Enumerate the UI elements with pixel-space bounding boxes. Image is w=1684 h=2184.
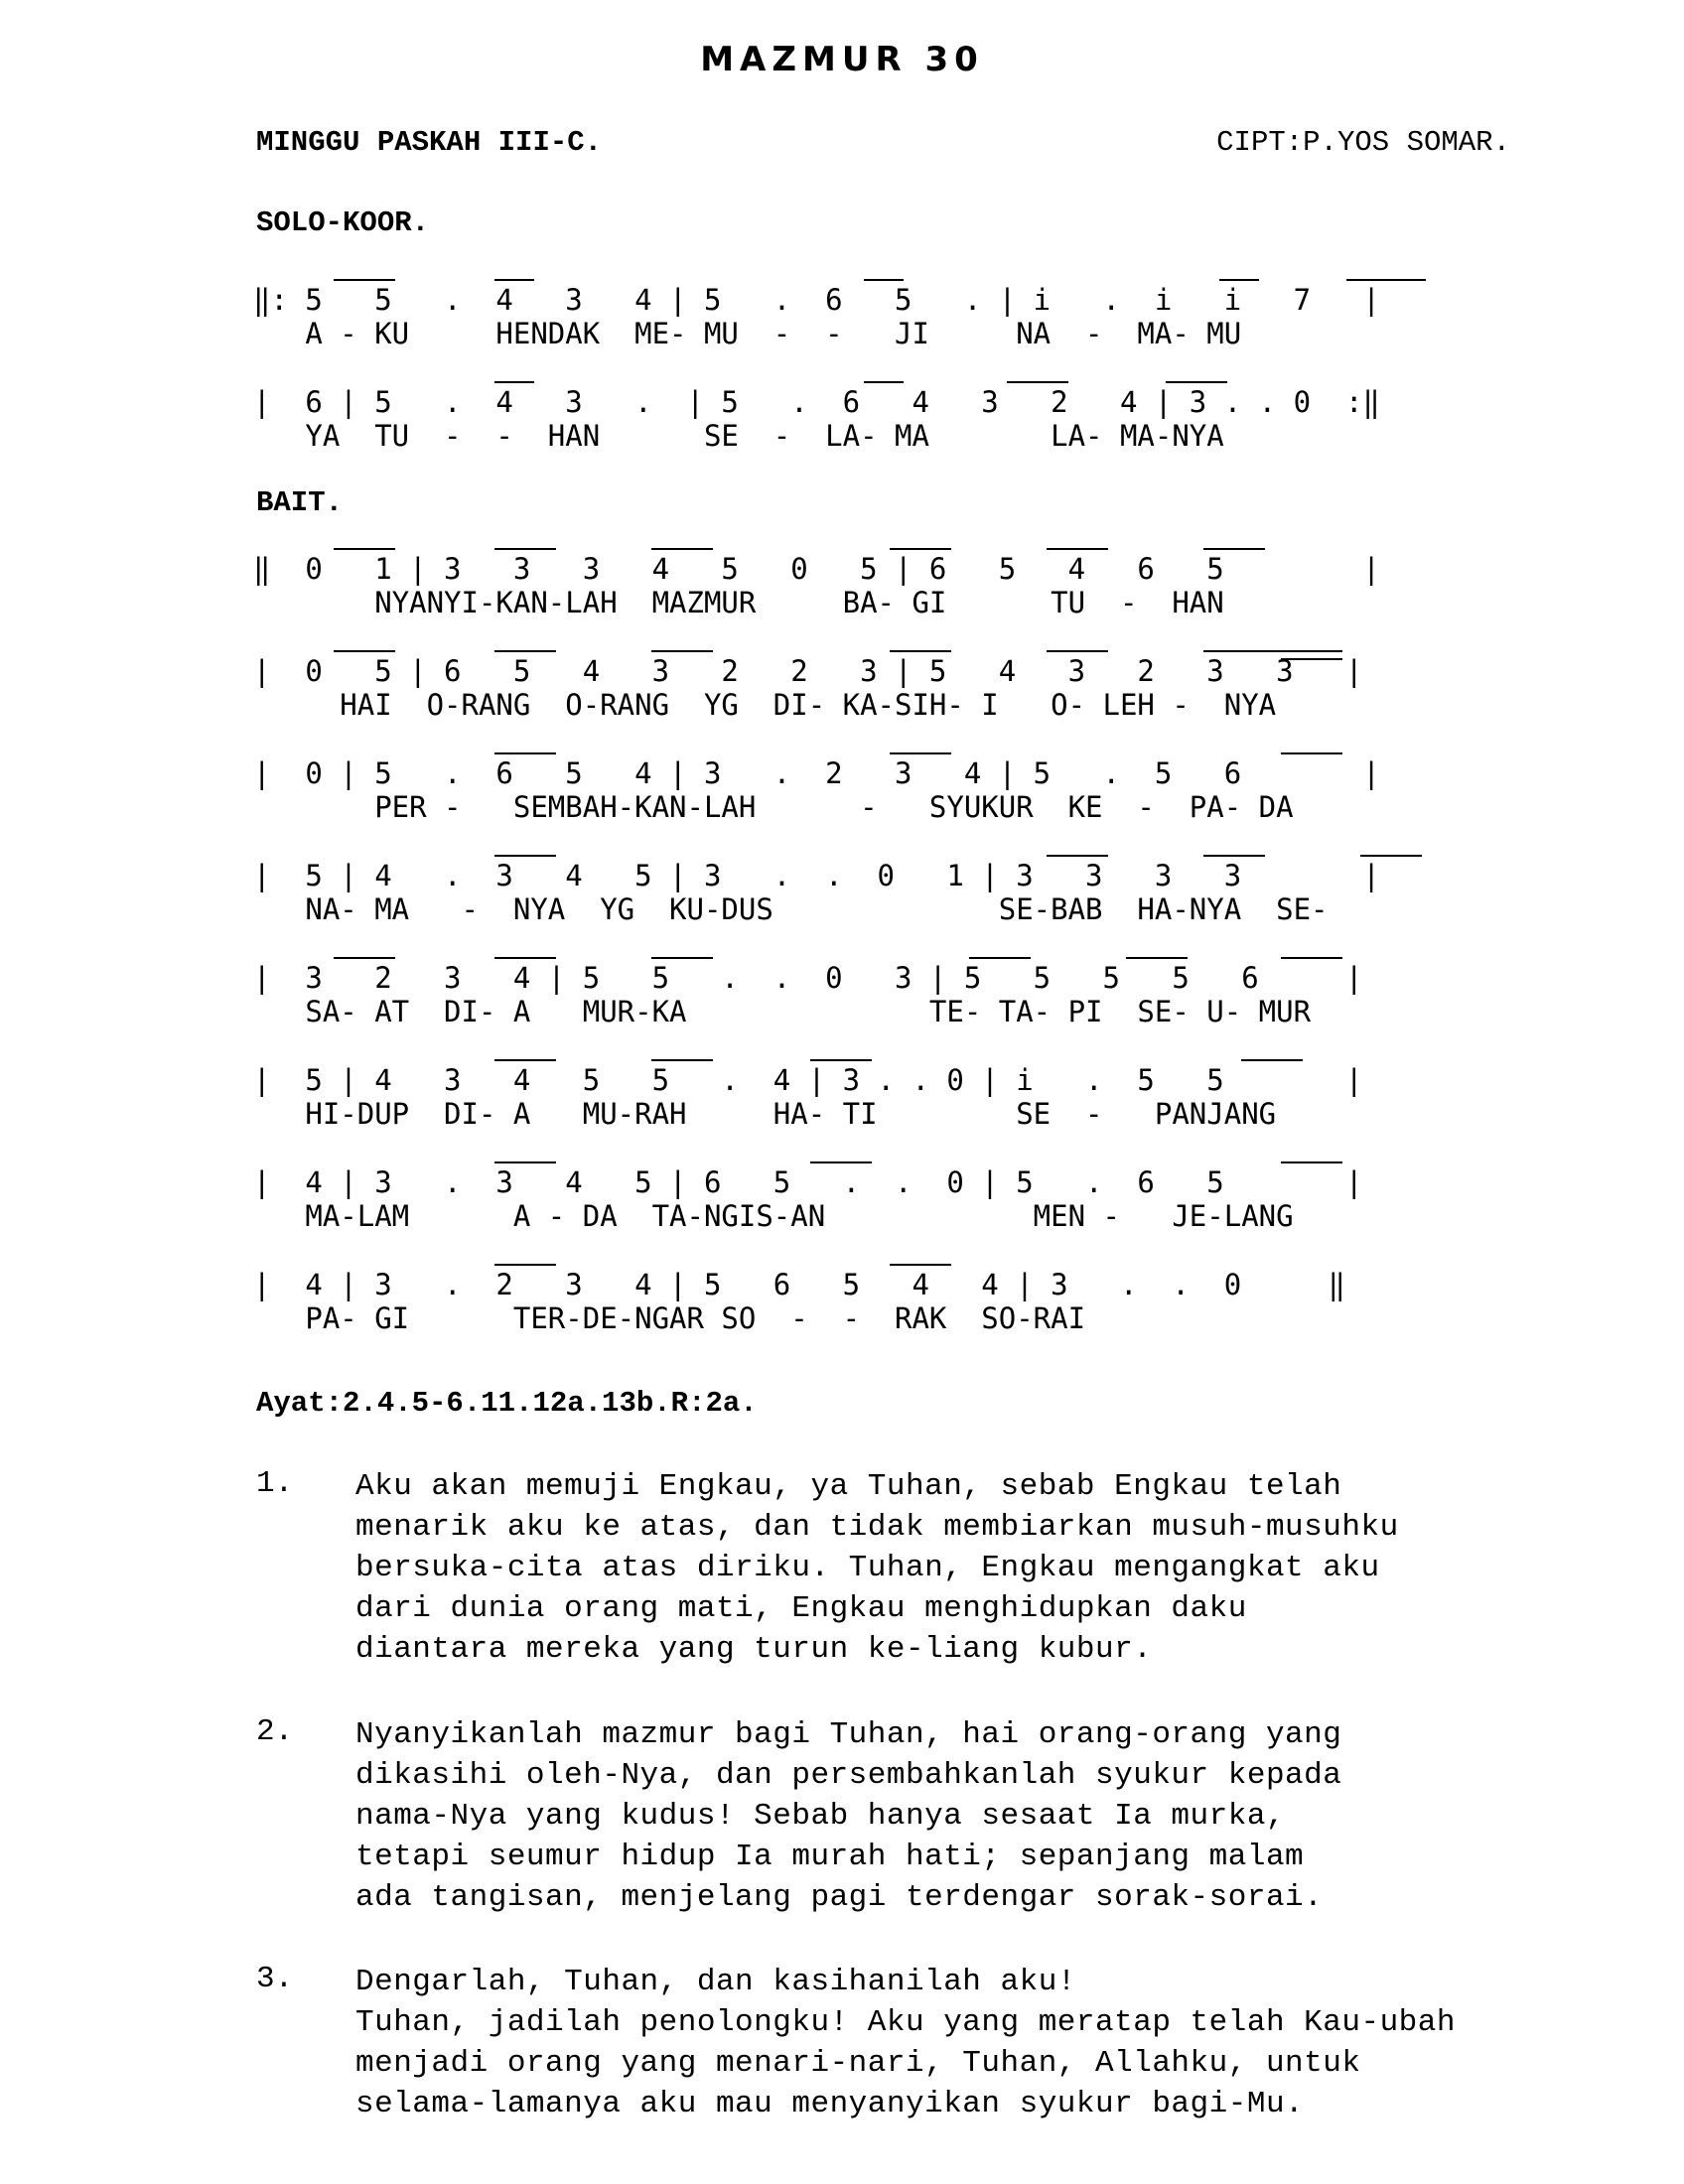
slur-mark: [1203, 855, 1265, 857]
verse-notes-1: ‖ 0 1 | 3 3 3 4 5 0 5 | 6 5 4 6 5 |: [253, 552, 1380, 586]
slur-mark: [1126, 957, 1188, 959]
verse-notes-6: | 5 | 4 3 4 5 5 . 4 | 3 . . 0 | i . 5 5 |: [253, 1063, 1363, 1097]
slur-mark: [494, 279, 534, 281]
slur-mark: [334, 957, 395, 959]
refrain-notes-1: ‖: 5 5 . 4 3 4 | 5 . 6 5 . | i . i i 7 |: [253, 283, 1380, 317]
slur-mark: [1047, 650, 1108, 652]
slur-mark: [334, 279, 395, 281]
slur-mark: [494, 855, 556, 857]
slur-mark: [651, 650, 713, 652]
page-title: MAZMUR 30: [700, 40, 984, 79]
slur-mark: [1203, 548, 1265, 550]
verse-text: Nyanyikanlah mazmur bagi Tuhan, hai orang-orang yang dikasihi oleh-Nya, dan persembahkanlah syukur kepada nama-Nya yang kudus! Sebab hanya sesaat Ia murka, tetapi seumur hidup Ia murah hati; sepanjang malam ada tangisan, menjelang pagi terdengar sorak-sorai.: [355, 1717, 1342, 1915]
verse-notes-2: | 0 5 | 6 5 4 3 2 2 3 | 5 4 3 2 3 3 |: [253, 654, 1363, 688]
verse-notes-5: | 3 2 3 4 | 5 5 . . 0 3 | 5 5 5 5 6 |: [253, 961, 1363, 995]
refrain-notes-2: | 6 | 5 . 4 3 . | 5 . 6 4 3 2 4 | 3 . . 0 :‖: [253, 385, 1380, 419]
slur-mark: [494, 957, 556, 959]
verse-notes-8: | 4 | 3 . 2 3 4 | 5 6 5 4 4 | 3 . . 0 ‖: [253, 1268, 1345, 1301]
slur-mark: [1219, 279, 1259, 281]
verse-notes-4: | 5 | 4 . 3 4 5 | 3 . . 0 1 | 3 3 3 3 |: [253, 859, 1380, 892]
verse-notes-3: | 0 | 5 . 6 5 4 | 3 . 2 3 4 | 5 . 5 6 |: [253, 756, 1380, 790]
verse-lyrics-8: PA- GI TER-DE-NGAR SO - - RAK SO-RAI: [253, 1301, 1086, 1335]
slur-mark: [1281, 957, 1342, 959]
slur-mark: [334, 650, 395, 652]
composer-label: CIPT:P.YOS SOMAR.: [1216, 126, 1510, 159]
verse-label: BAIT.: [256, 486, 344, 519]
verse-number: 3.: [256, 1962, 294, 1996]
slur-mark: [1166, 381, 1227, 383]
slur-mark: [1360, 855, 1422, 857]
slur-mark: [1241, 1059, 1303, 1061]
slur-mark: [864, 381, 904, 383]
verse-lyrics-1: NYANYI-KAN-LAH MAZMUR BA- GI TU - HAN: [253, 586, 1224, 619]
slur-mark: [810, 1059, 872, 1061]
slur-mark: [1047, 548, 1108, 550]
slur-mark: [890, 752, 951, 754]
slur-mark: [651, 548, 713, 550]
slur-mark: [494, 1059, 556, 1061]
verse-lyrics-7: MA-LAM A - DA TA-NGIS-AN MEN - JE-LANG: [253, 1199, 1294, 1233]
verse-text: Dengarlah, Tuhan, dan kasihanilah aku! Tuhan, jadilah penolongku! Aku yang meratap telah Kau-ubah menjadi orang yang menari-nari, Tuhan, Allahku, untuk selama-lamanya aku mau menyanyikan syukur bagi-Mu.: [355, 1965, 1456, 2121]
slur-mark: [969, 957, 1031, 959]
refrain-lyrics-2: YA TU - - HAN SE - LA- MA LA- MA-NYA: [253, 419, 1224, 453]
slur-mark: [651, 957, 713, 959]
slur-mark: [494, 752, 556, 754]
verse-notes-7: | 4 | 3 . 3 4 5 | 6 5 . . 0 | 5 . 6 5 |: [253, 1165, 1363, 1199]
slur-mark: [1007, 381, 1068, 383]
slur-mark: [1281, 752, 1342, 754]
verse-text: Aku akan memuji Engkau, ya Tuhan, sebab Engkau telah menarik aku ke atas, dan tidak membiarkan musuh-musuhku bersuka-cita atas diriku. Tuhan, Engkau mengangkat aku dari dunia orang mati, Engkau menghidupkan daku diantara mereka yang turun ke-liang kubur.: [355, 1469, 1399, 1667]
slur-mark: [1203, 650, 1342, 652]
verse-lyrics-5: SA- AT DI- A MUR-KA TE- TA- PI SE- U- MUR: [253, 995, 1312, 1028]
slur-mark: [651, 1059, 713, 1061]
occasion-label: MINGGU PASKAH III-C.: [256, 126, 603, 159]
slur-mark: [334, 548, 395, 550]
verse-number: 2.: [256, 1714, 294, 1749]
slur-mark: [1346, 279, 1426, 281]
slur-mark: [810, 1161, 872, 1163]
slur-mark: [890, 548, 951, 550]
verse-lyrics-4: NA- MA - NYA YG KU-DUS SE-BAB HA-NYA SE-: [253, 892, 1329, 926]
slur-mark: [494, 1264, 556, 1266]
slur-mark: [864, 279, 904, 281]
ayat-label: Ayat:2.4.5-6.11.12a.13b.R:2a.: [256, 1387, 758, 1420]
slur-mark: [1281, 1161, 1342, 1163]
refrain-lyrics-1: A - KU HENDAK ME- MU - - JI NA - MA- MU: [253, 317, 1242, 350]
verse-number: 1.: [256, 1466, 294, 1501]
verse-lyrics-6: HI-DUP DI- A MU-RAH HA- TI SE - PANJANG: [253, 1097, 1277, 1131]
slur-mark: [890, 650, 951, 652]
slur-mark: [494, 1161, 556, 1163]
refrain-label: SOLO-KOOR.: [256, 206, 430, 239]
slur-mark: [494, 381, 534, 383]
slur-mark: [494, 650, 556, 652]
verse-lyrics-3: PER - SEMBAH-KAN-LAH - SYUKUR KE - PA- DA: [253, 790, 1294, 824]
slur-mark: [1047, 855, 1108, 857]
slur-mark: [890, 1264, 951, 1266]
slur-mark: [494, 548, 556, 550]
verse-lyrics-2: HAI O-RANG O-RANG YG DI- KA-SIH- I O- LEH - NYA: [253, 688, 1277, 722]
